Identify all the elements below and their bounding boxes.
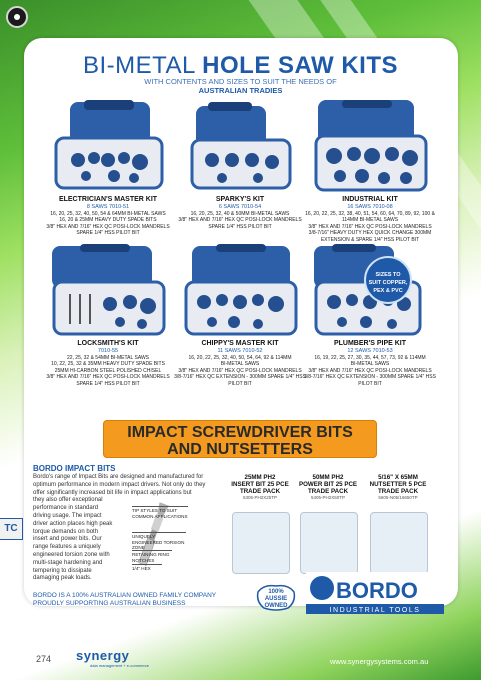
pack-name-3: TRADE PACK bbox=[377, 488, 419, 495]
pack-image bbox=[370, 512, 428, 574]
kit-contents-4: 3/8-7/16" HEX QC EXTENSION - 300MM SPARE 1/4" HSS PILOT BIT bbox=[174, 374, 306, 387]
badge-line-2: SUIT COPPER, bbox=[368, 280, 408, 286]
sizes-badge bbox=[364, 256, 412, 304]
bordo-heading: BORDO IMPACT BITS bbox=[33, 464, 116, 473]
kit-contents-2: 16, 20 & 25MM HEAVY DUTY SPADE BITS bbox=[59, 217, 157, 223]
kit-contents-4: SPARE 1/4" HSS PILOT BIT bbox=[76, 230, 140, 236]
pack-name-1: 50MM PH2 bbox=[312, 474, 344, 481]
pack-image bbox=[300, 512, 358, 574]
kit-contents-1: 16, 19, 22, 25, 27, 30, 35, 44, 57, 73, 92 & 114MM bbox=[314, 354, 426, 361]
side-tab[interactable]: TC bbox=[0, 518, 23, 540]
badge-line-1: SIZES TO bbox=[375, 272, 401, 278]
pack-power-bit bbox=[294, 474, 362, 574]
corner-logo-icon bbox=[6, 6, 28, 28]
kit-contents-1: 16, 20, 25, 32, 40, 50, 54 & 64MM BI-METAL SAWS bbox=[50, 210, 166, 217]
aussie-owned-badge bbox=[254, 582, 298, 612]
bordo-logo-name: BORDO bbox=[336, 578, 418, 603]
title-light: BI-METAL bbox=[82, 52, 195, 79]
kit-industrial bbox=[300, 100, 440, 250]
bordo-body-2: they also offer exceptional performance in standard driving usage. The impact driver action places high peak torque demands on both insert and power bits. Our range features a uniquely engineered torsion zone with multi-stage hardening and tempering to dissipate damaging peak loads. bbox=[33, 497, 113, 582]
pack-name-3: TRADE PACK bbox=[307, 488, 349, 495]
kit-contents-2: BI-METAL SAWS bbox=[350, 361, 390, 367]
kit-contents-3: 25MM HI-CARBON STEEL POLISHED CHISEL bbox=[54, 367, 162, 374]
pack-image bbox=[232, 512, 290, 574]
pack-name-3: TRADE PACK bbox=[239, 488, 281, 495]
pack-name-2: INSERT BIT 25 PCE bbox=[231, 481, 289, 488]
kit-case-image bbox=[50, 244, 168, 336]
kit-text bbox=[38, 340, 178, 387]
kit-code: 16 SAWS 7010-08 bbox=[347, 204, 393, 210]
kit-contents-2: 3/8" HEX AND 7/16" HEX QC POSI-LOCK MANDRELS bbox=[308, 223, 432, 230]
kit-case-image bbox=[182, 100, 300, 192]
kit-contents-4: 3/8-7/16" HEX QC EXTENSION - 300MM SPARE 1/4" HSS PILOT BIT bbox=[304, 374, 436, 387]
website-link[interactable]: www.synergysystems.com.au bbox=[330, 657, 429, 666]
kit-code: 11 SAWS 7010-52 bbox=[217, 348, 263, 354]
bordo-logo bbox=[306, 572, 444, 614]
kit-case-image bbox=[312, 100, 430, 192]
synergy-logo bbox=[76, 648, 149, 668]
kit-text bbox=[170, 196, 310, 230]
kit-contents-3: 3/8" HEX AND 7/16" HEX QC POSI-LOCK MANDRELS bbox=[46, 223, 170, 230]
kit-locksmiths bbox=[38, 244, 178, 414]
banner-line-1: IMPACT SCREWDRIVER BITS bbox=[127, 424, 353, 441]
pack-name-1: 25MM PH2 bbox=[244, 474, 276, 481]
kit-code: 8 SAWS 7010-51 bbox=[86, 204, 130, 210]
kit-contents-3: 3/8-7/16" HEAVY DUTY HEX QUICK CHANGE 300MM EXTENSION & SPARE 1/4" HSS PILOT BIT bbox=[308, 230, 432, 243]
page-number: 274 bbox=[36, 654, 52, 664]
kit-contents-4: 3/8" HEX AND 7/16" HEX QC POSI-LOCK MANDRELS SPARE 1/4" HSS PILOT BIT bbox=[46, 374, 170, 387]
page-subtitle bbox=[0, 77, 481, 95]
kit-name: PLUMBER'S PIPE KIT bbox=[333, 340, 407, 347]
kit-code: 12 SAWS 7010-53 bbox=[347, 348, 393, 354]
pack-code: 5605-N05/16650TP bbox=[378, 495, 418, 500]
subtitle-line-2: AUSTRALIAN TRADIES bbox=[198, 86, 283, 95]
kit-name: ELECTRICIAN'S MASTER KIT bbox=[58, 196, 158, 203]
synergy-tagline: data management + e-commerce bbox=[90, 663, 150, 668]
callout-hex: 1/4" HEX bbox=[132, 564, 162, 572]
aussie-line-2: AUSSIE bbox=[264, 596, 288, 602]
kit-case-image bbox=[50, 100, 168, 192]
pack-code: 5405-PH2X50TP bbox=[310, 495, 346, 500]
kit-text bbox=[38, 196, 178, 237]
kit-contents-1: 16, 20, 22, 25, 32, 38, 40, 51, 54, 60, 64, 70, 89, 92, 100 & 114MM BI-METAL SAWS bbox=[305, 210, 435, 223]
kit-sparkys bbox=[170, 100, 310, 240]
kit-text bbox=[300, 196, 440, 243]
callout-retaining: RETAINING RING NOTCHES bbox=[132, 550, 172, 563]
section-banner bbox=[103, 420, 377, 458]
kit-contents-1: 16, 20, 22, 25, 32, 40, 50, 54, 64, 92 & 114MM bbox=[188, 354, 292, 361]
bordo-ownership bbox=[33, 592, 216, 607]
page-title bbox=[0, 52, 481, 80]
kit-name: INDUSTRIAL KIT bbox=[342, 196, 398, 203]
pack-name-2: POWER BIT 25 PCE bbox=[298, 481, 358, 488]
kit-code: 7010-55 bbox=[97, 348, 119, 354]
kit-name: LOCKSMITH'S KIT bbox=[77, 340, 139, 347]
kit-text bbox=[300, 340, 440, 387]
aussie-line-3: OWNED bbox=[264, 603, 288, 609]
pack-code: 5305-PH2X25TP bbox=[242, 495, 278, 500]
bordo-body-1: Bordo's range of Impact Bits are designed and manufactured for optimum performance in modern impact drivers. Not only do they offer significantly increased bit life in impact applications but bbox=[33, 474, 206, 496]
kit-case-image bbox=[182, 244, 300, 336]
kit-contents-2: BI-METAL SAWS bbox=[220, 361, 260, 367]
callout-torsion: UNIQUELY ENGINEERED TORSION ZONE bbox=[132, 534, 185, 550]
pack-name-2: NUTSETTER 5 PCE bbox=[369, 481, 427, 488]
aussie-line-1: 100% bbox=[268, 589, 284, 595]
kit-contents-3: 3/8" HEX AND 7/16" HEX QC POSI-LOCK MANDRELS bbox=[178, 367, 302, 374]
kit-contents-2: 10, 22, 25, 32 & 35MM HEAVY DUTY SPADE BITS bbox=[51, 361, 165, 367]
callout-tip: TIP STYLES TO SUIT COMMON APPLICATIONS bbox=[132, 508, 188, 519]
kit-contents-3: 3/8" HEX AND 7/16" HEX QC POSI-LOCK MANDRELS bbox=[308, 367, 432, 374]
kit-electricians bbox=[38, 100, 178, 240]
bordo-logo-icon bbox=[310, 576, 334, 600]
subtitle-line-1: WITH CONTENTS AND SIZES TO SUIT THE NEEDS OF bbox=[144, 77, 337, 86]
ownership-line-2: PROUDLY SUPPORTING AUSTRALIAN BUSINESS bbox=[33, 599, 186, 607]
banner-line-2: AND NUTSETTERS bbox=[167, 441, 313, 458]
pack-nutsetter bbox=[364, 474, 432, 574]
kit-name: CHIPPY'S MASTER KIT bbox=[201, 340, 279, 347]
ownership-line-1: BORDO IS A 100% AUSTRALIAN OWNED FAMILY COMPANY bbox=[33, 592, 217, 599]
title-bold: HOLE SAW KITS bbox=[202, 52, 399, 79]
kit-name: SPARKY'S KIT bbox=[215, 196, 265, 203]
kit-contents-1: 22, 25, 32 & 54MM BI-METAL SAWS bbox=[66, 354, 150, 361]
badge-line-3: PEX & PVC bbox=[373, 288, 403, 294]
synergy-name: synergy bbox=[76, 648, 130, 663]
pack-name-1: 5/16" X 65MM bbox=[378, 474, 418, 481]
kit-chippys bbox=[170, 244, 310, 414]
kit-contents-2: 3/8" HEX AND 7/16" HEX QC POSI-LOCK MANDRELS bbox=[178, 217, 302, 223]
bordo-logo-tagline: INDUSTRIAL TOOLS bbox=[329, 607, 421, 614]
kit-contents-1: 16, 20, 25, 32, 40 & 50MM BI-METAL SAWS bbox=[190, 210, 290, 217]
kit-text bbox=[170, 340, 310, 387]
pack-insert-bit bbox=[226, 474, 294, 574]
kit-code: 6 SAWS 7010-54 bbox=[218, 204, 262, 210]
kit-contents-3: SPARE 1/4" HSS PILOT BIT bbox=[208, 223, 272, 230]
